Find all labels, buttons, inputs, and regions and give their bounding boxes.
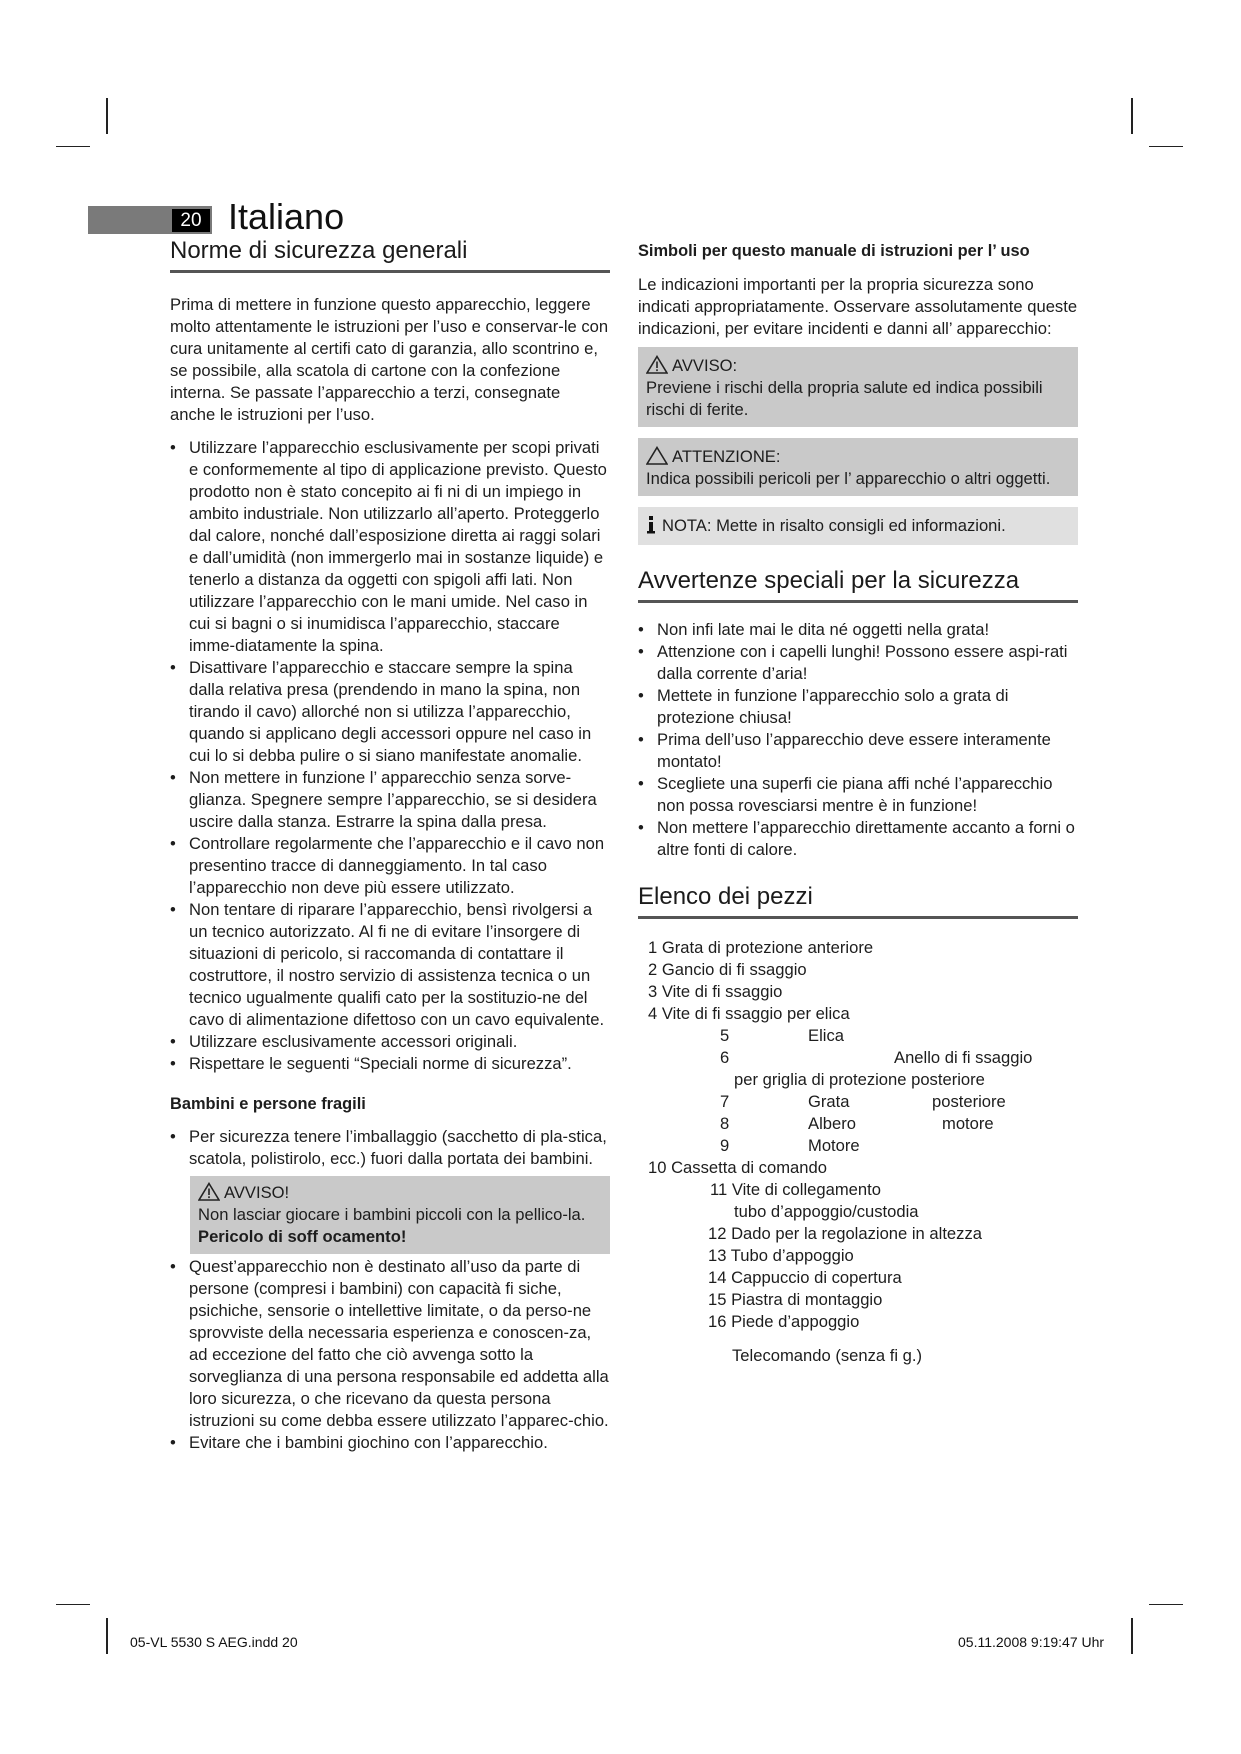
list-item: 5 Elica	[720, 1026, 844, 1045]
list-item: 4 Vite di fi ssaggio per elica	[648, 1004, 850, 1023]
list-item: • Utilizzare l’apparecchio esclusivamente per scopi privati e conformemente al tipo di applicazione previsto. Questo prodotto non è stato concepito ai fi ni di un impiego in ambito industriale. Non utilizzarlo all’aperto. Proteggerlo dal calore, nonché dall’esposizione diretta ai raggi solari e dall’umidità (non immergerlo mai in sostanze liquide) e tenerlo a distanza da oggetti con spigoli affi lati. Non utilizzare l’apparecchio con le mani umide. Nel caso in cui si bagni o si inumidisca l’apparecchio, staccare imme-diatamente la spina.	[170, 437, 610, 657]
list-item: • Prima dell’uso l’apparecchio deve essere interamente montato!	[638, 729, 1078, 773]
list-item: • Per sicurezza tenere l’imballaggio (sacchetto di pla-stica, scatola, polistirolo, ecc.) fuori dalla portata dei bambini.	[170, 1126, 610, 1170]
warning-box-children	[190, 1176, 610, 1254]
list-item: per griglia di protezione posteriore	[734, 1070, 985, 1089]
symbols-intro: Le indicazioni importanti per la propria sicurezza sono indicati appropriatamente. Osservare assolutamente queste indicazioni, per evitare incidenti e danni all’ apparecchio:	[638, 275, 1078, 338]
children-bullet-list	[170, 1126, 610, 1170]
crop-mark	[56, 1604, 90, 1605]
list-item: • Utilizzare esclusivamente accessori originali.	[170, 1031, 610, 1053]
attenzione-title-row	[646, 446, 1070, 468]
safety-bullet-list	[170, 437, 610, 1075]
list-item: • Non mettere l’apparecchio direttamente accanto a forni o altre fonti di calore.	[638, 817, 1078, 861]
list-item: 8 Albero motore	[720, 1114, 994, 1133]
list-item: • Non mettere in funzione l’ apparecchio senza sorve-glianza. Spegnere sempre l’apparecchio, se si desidera uscire dalla stanza. Estrarre la spina dalla presa.	[170, 767, 610, 833]
attenzione-title: ATTENZIONE:	[672, 447, 781, 466]
warning-triangle-icon	[646, 355, 668, 374]
list-item: • Rispettare le seguenti “Speciali norme di sicurezza”.	[170, 1053, 610, 1075]
list-item: 14 Cappuccio di copertura	[708, 1268, 902, 1287]
left-column	[170, 236, 610, 1454]
page-number: 20	[172, 209, 210, 232]
list-item: 3 Vite di fi ssaggio	[648, 982, 783, 1001]
list-item: 9 Motore	[720, 1136, 860, 1155]
list-item: Telecomando (senza fi g.)	[732, 1346, 923, 1365]
crop-mark	[1131, 98, 1133, 134]
list-item: • Scegliete una superfi cie piana affi nché l’apparecchio non possa rovesciarsi mentre è in funzione!	[638, 773, 1078, 817]
warning-title: AVVISO!	[224, 1183, 290, 1202]
right-column	[638, 240, 1078, 1367]
language-title: Italiano	[228, 196, 345, 237]
list-item: 6 Anello di fi ssaggio	[720, 1048, 1033, 1067]
list-item: • Evitare che i bambini giochino con l’apparecchio.	[170, 1432, 610, 1454]
list-item: • Mettete in funzione l’apparecchio solo a grata di protezione chiusa!	[638, 685, 1078, 729]
attenzione-box	[638, 438, 1078, 496]
avviso-box	[638, 347, 1078, 427]
list-item: 15 Piastra di montaggio	[708, 1290, 883, 1309]
list-item: • Quest’apparecchio non è destinato all’uso da parte di persone (compresi i bambini) con capacità fi siche, psichiche, sensorie o intellettive limitate, o da perso-ne sprovviste della necessaria esperienza e conoscen-za, ad eccezione del fatto che ciò avvenga sotto la sorveglianza di una persona responsabile ed addetta alla loro sicurezza, o che ricevano da questa persona istruzioni su come debba essere utilizzato l’apparec-chio.	[170, 1256, 610, 1432]
nota-text: Mette in risalto consigli ed informazioni.	[716, 516, 1006, 535]
crop-mark	[106, 98, 108, 134]
section-title-parts-list: Elenco dei pezzi	[638, 882, 1078, 919]
list-item: • Non infi late mai le dita né oggetti nella grata!	[638, 619, 1078, 641]
intro-paragraph: Prima di mettere in funzione questo apparecchio, leggere molto attentamente le istruzioni per l’uso e conservar-le con cura unitamente al certifi cato di garanzia, allo scontrino e, se possibile, alla scatola di cartone con la confezione interna. Se passate l’apparecchio a terzi, consegnate anche le istruzioni per l’uso.	[170, 295, 609, 424]
list-item: • Disattivare l’apparecchio e staccare sempre la spina dalla relativa presa (prendendo in mano la spina, non tirando il cavo) allorché non si utilizza l’apparecchio, quando si applicano degli accessori oppure nel caso in cui lo si debba pulire o si siano manifestate anomalie.	[170, 657, 610, 767]
special-bullet-list	[638, 619, 1078, 861]
crop-mark	[1149, 146, 1183, 147]
warning-text: Non lasciar giocare i bambini piccoli con la pellico-la. Pericolo di soff ocamento!	[198, 1205, 586, 1246]
list-item: 11 Vite di collegamento	[710, 1180, 881, 1199]
list-item: 7 Grata posteriore	[720, 1092, 1006, 1111]
list-item: 2 Gancio di fi ssaggio	[648, 960, 807, 979]
parts-list	[638, 937, 1078, 1367]
children-bullet-list-2	[170, 1256, 610, 1454]
section-title-general-safety: Norme di sicurezza generali	[170, 236, 610, 273]
avviso-title-row	[646, 355, 1070, 377]
list-item: 12 Dado per la regolazione in altezza	[708, 1224, 982, 1243]
attenzione-text: Indica possibili pericoli per l’ apparecchio o altri oggetti.	[646, 469, 1051, 488]
list-item: 13 Tubo d’appoggio	[708, 1246, 854, 1265]
footer-timestamp: 05.11.2008 9:19:47 Uhr	[958, 1634, 1105, 1650]
warning-triangle-icon	[198, 1182, 220, 1201]
list-item: 1 Grata di protezione anteriore	[648, 938, 874, 957]
children-heading: Bambini e persone fragili	[170, 1095, 366, 1113]
crop-mark	[56, 146, 90, 147]
nota-title: NOTA:	[662, 516, 712, 535]
list-item: tubo d’appoggio/custodia	[734, 1202, 919, 1221]
avviso-text: Previene i rischi della propria salute ed indica possibili rischi di ferite.	[646, 378, 1043, 419]
warning-box-title-row	[198, 1182, 602, 1204]
crop-mark	[1131, 1618, 1133, 1654]
crop-mark	[106, 1618, 108, 1654]
info-icon	[646, 516, 656, 534]
section-title-special-safety: Avvertenze speciali per la sicurezza	[638, 566, 1078, 603]
crop-mark	[1149, 1604, 1183, 1605]
symbols-heading: Simboli per questo manuale di istruzioni per l’ uso	[638, 242, 1030, 260]
list-item: 16 Piede d’appoggio	[708, 1312, 860, 1331]
list-item: • Attenzione con i capelli lunghi! Possono essere aspi-rati dalla corrente d’aria!	[638, 641, 1078, 685]
nota-box	[638, 507, 1078, 545]
list-item: 10 Cassetta di comando	[648, 1158, 827, 1177]
caution-triangle-icon	[646, 446, 668, 465]
footer-file-info: 05-VL 5530 S AEG.indd 20	[130, 1634, 298, 1650]
list-item: • Controllare regolarmente che l’apparecchio e il cavo non presentino tracce di danneggiamento. In tal caso l’apparecchio non deve più essere utilizzato.	[170, 833, 610, 899]
avviso-title: AVVISO:	[672, 356, 738, 375]
list-item: • Non tentare di riparare l’apparecchio, bensì rivolgersi a un tecnico autorizzato. Al fi ne di evitare l’insorgere di situazioni di pericolo, si raccomanda di contattare il costruttore, il nostro servizio di assistenza tecnica o un tecnico ugualmente qualifi cato per la sostituzio-ne del cavo di alimentazione difettoso con un cavo equivalente.	[170, 899, 610, 1031]
